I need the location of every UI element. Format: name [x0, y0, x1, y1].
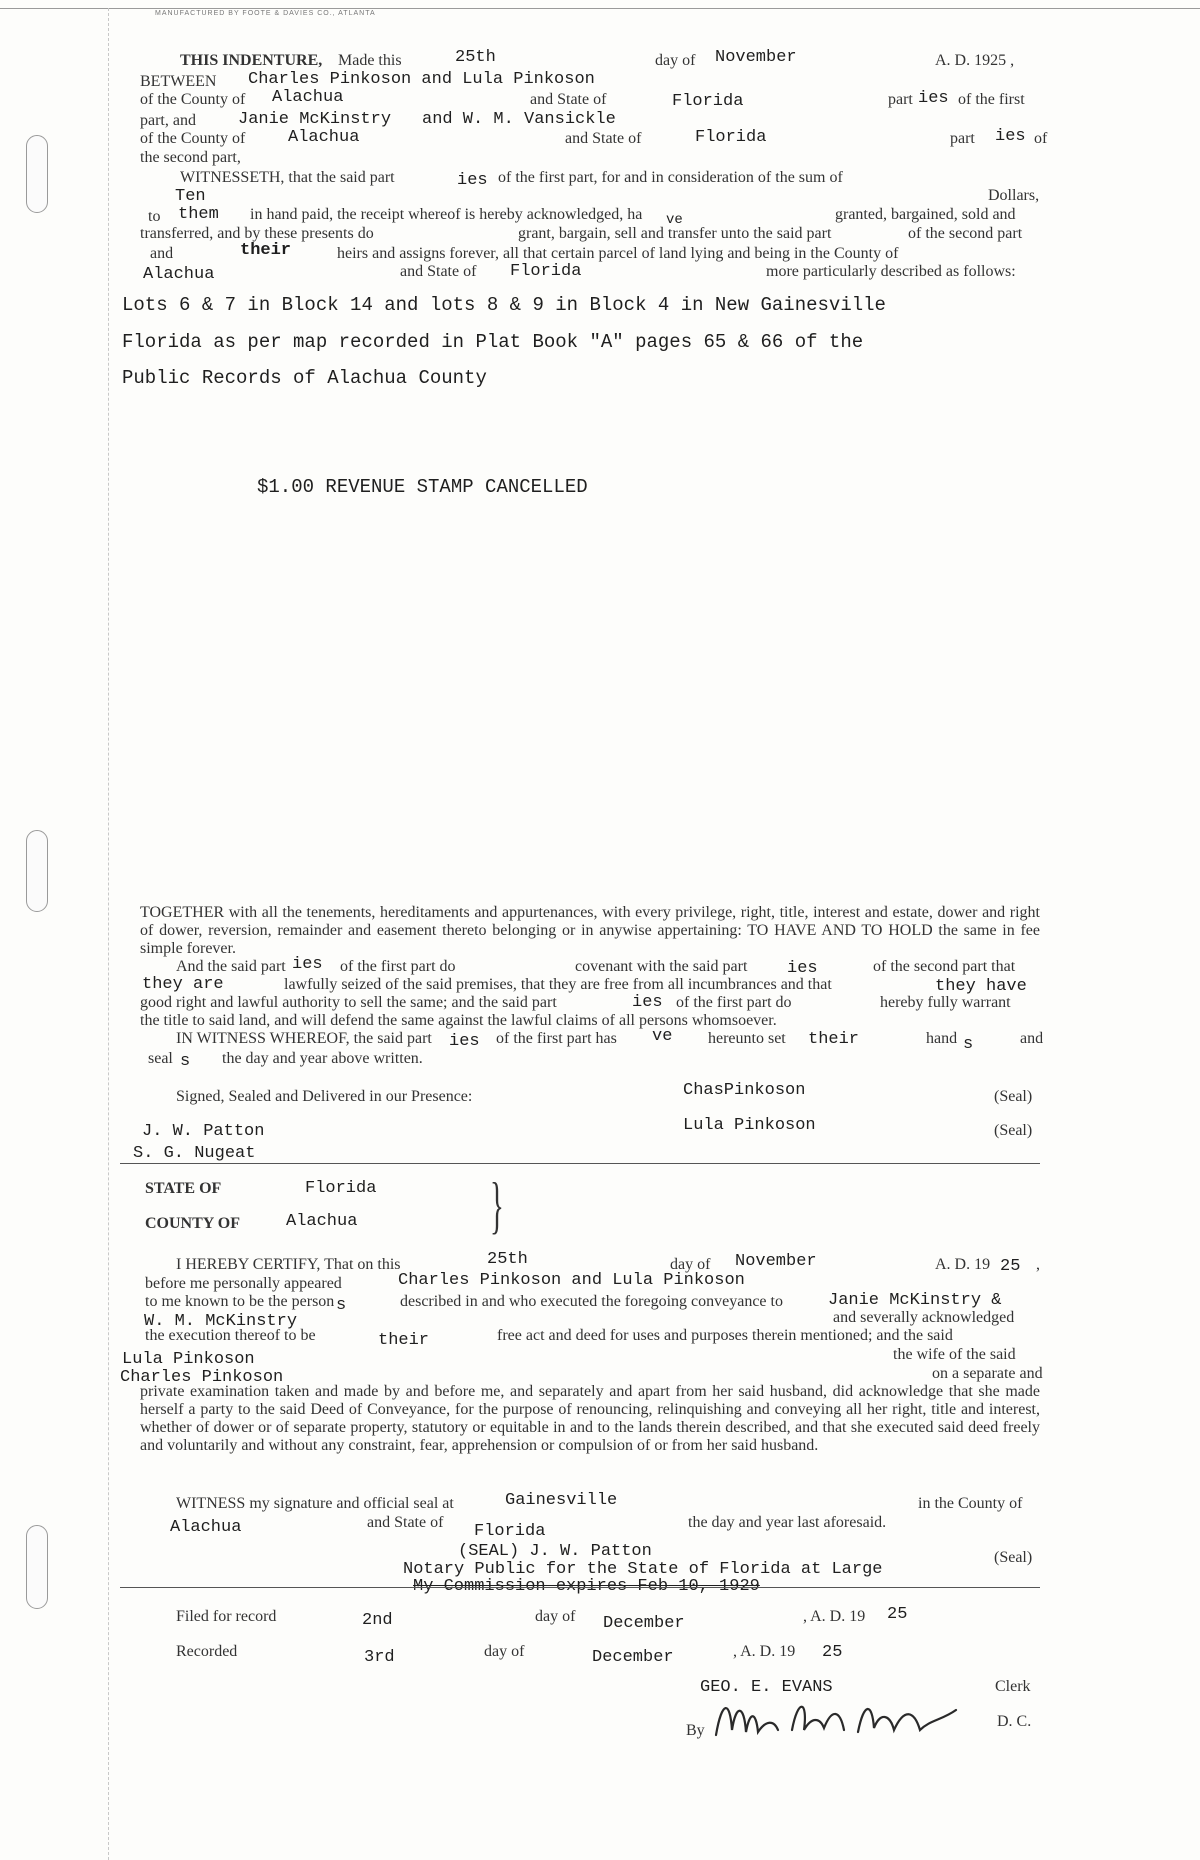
- seal-text: seal: [148, 1050, 173, 1067]
- commission-expiry: My Commission expires Feb 10, 1929: [413, 1577, 760, 1596]
- of-county-of-text-2: of the County of: [140, 130, 246, 147]
- has-ve: ve: [652, 1027, 673, 1046]
- grantor-signature-2: Lula Pinkoson: [683, 1116, 816, 1135]
- execution-text: the execution thereof to be: [145, 1327, 316, 1344]
- binder-hole-top: [26, 135, 48, 213]
- notary-divider: [120, 1587, 1040, 1588]
- day-year-text: the day and year above written.: [222, 1050, 423, 1067]
- witness-signature-text: WITNESS my signature and official seal at: [176, 1495, 454, 1512]
- recorded-month: December: [592, 1648, 674, 1667]
- land-state: Florida: [510, 262, 582, 281]
- grant-bargain-text: grant, bargain, sell and transfer unto the said part: [518, 225, 832, 242]
- separate-text: on a separate and: [932, 1365, 1043, 1382]
- hand-paid-text: in hand paid, the receipt whereof is hereby acknowledged, ha: [250, 206, 643, 223]
- ack-year: 25: [1000, 1257, 1021, 1276]
- seal-label-2: (Seal): [994, 1122, 1033, 1139]
- and-state-of-text-3: and State of: [400, 263, 477, 280]
- filed-ad: , A. D. 19: [803, 1608, 866, 1625]
- granted-text: granted, bargained, sold and: [835, 206, 1016, 223]
- parties-second-text: part: [950, 130, 975, 147]
- recorded-day: 3rd: [364, 1648, 395, 1667]
- of-second-part-text: of the second part: [908, 225, 1023, 242]
- filed-label: Filed for record: [176, 1608, 277, 1625]
- them-text: them: [178, 205, 219, 224]
- good-right-text: good right and lawful authority to sell the same; and the said part: [140, 994, 557, 1011]
- dollars-text: Dollars,: [988, 187, 1040, 204]
- ack-state-2: Florida: [474, 1522, 546, 1541]
- and-said-text: And the said part: [176, 958, 286, 975]
- part-and-text: part, and: [140, 112, 196, 129]
- first-has-text: of the first part has: [496, 1030, 617, 1047]
- between-text: BETWEEN: [140, 73, 217, 90]
- deed-day: 25th: [455, 48, 496, 67]
- state-of-label: STATE OF: [145, 1180, 222, 1197]
- filed-day-of-text: day of: [535, 1608, 576, 1625]
- county-of-label: COUNTY OF: [145, 1215, 240, 1232]
- of-first-do-text: of the first part do: [340, 958, 456, 975]
- legal-description-line-3: Public Records of Alachua County: [122, 367, 487, 389]
- examination-clause: private examination taken and made by and before me, and separately and apart from her said husband, did acknowledge that she made herself a party to the said Deed of Conveyance, for the purpose of renouncing, relinquishing and conveying all her right, title and interest, whether of dower or of separate property, statutory or equitable in and to the lands therein described, and that she executed said deed freely and voluntarily and without any constraint, fear, apprehension or compulsion of or from her said husband.: [140, 1383, 1040, 1454]
- notary-signature: (SEAL) J. W. Patton: [458, 1542, 652, 1561]
- husband-name: Charles Pinkoson: [120, 1368, 284, 1387]
- sum-amount: Ten: [175, 187, 206, 206]
- transferred-text: transferred, and by these presents do: [140, 225, 374, 242]
- binder-hole-bottom: [26, 1525, 48, 1609]
- filed-month: December: [603, 1614, 685, 1633]
- they-have-text: they have: [935, 977, 1027, 996]
- witnesseth-text: WITNESSETH, that the said part: [180, 169, 395, 186]
- grantor-state: Florida: [672, 92, 744, 111]
- title-line-text: the title to said land, and will defend the same against the lawful claims of all persons whomsoever.: [140, 1012, 777, 1029]
- ack-county-2: Alachua: [170, 1518, 242, 1537]
- hand-s: s: [963, 1035, 974, 1054]
- legal-description-line-1: Lots 6 & 7 in Block 14 and lots 8 & 9 in Block 4 in New Gainesville: [122, 294, 886, 316]
- ies-first: ies: [918, 89, 949, 108]
- grantor-signature-1: ChasPinkoson: [683, 1081, 806, 1100]
- ack-their: their: [378, 1331, 430, 1350]
- before-me-text: before me personally appeared: [145, 1275, 342, 1292]
- ies-3: ies: [632, 993, 663, 1012]
- wm-mckinstry: W. M. McKinstry: [144, 1312, 298, 1331]
- witness-1: J. W. Patton: [142, 1122, 265, 1141]
- ack-day-of-text: day of: [670, 1256, 711, 1273]
- ack-state: Florida: [305, 1179, 377, 1198]
- recorded-label: Recorded: [176, 1643, 238, 1660]
- wife-name: Lula Pinkoson: [122, 1350, 255, 1369]
- indenture-label: THIS INDENTURE,: [180, 52, 323, 69]
- signed-sealed-text: Signed, Sealed and Delivered in our Presence:: [176, 1088, 473, 1105]
- severally-text: and severally acknowledged: [833, 1309, 1015, 1326]
- described-text: more particularly described as follows:: [766, 263, 1016, 280]
- parties-first-text: part: [888, 91, 913, 108]
- filed-day: 2nd: [362, 1611, 393, 1630]
- deputy-clerk-signature: [708, 1690, 968, 1750]
- hand-text: hand: [926, 1030, 958, 1047]
- of-second-text: of: [1034, 130, 1048, 147]
- ies-2: ies: [787, 959, 818, 978]
- in-county-of-text: in the County of: [918, 1495, 1023, 1512]
- ack-county: Alachua: [286, 1212, 358, 1231]
- ack-ad: A. D. 19: [935, 1256, 991, 1273]
- second-that-text: of the second part that: [873, 958, 1016, 975]
- hereby-warrant-text: hereby fully warrant: [880, 994, 1011, 1011]
- ha-ve: ve: [666, 212, 683, 228]
- grantee-1: Janie McKinstry: [238, 110, 392, 129]
- binder-hole-middle: [26, 830, 48, 912]
- witnesseth-rest: of the first part, for and in consideration of the sum of: [498, 169, 843, 186]
- witness-2: S. G. Nugeat: [133, 1144, 256, 1163]
- conveyed-to: Janie McKinstry &: [828, 1291, 1002, 1310]
- and-text-2: and: [1020, 1030, 1044, 1047]
- day-of-text: day of: [655, 52, 696, 69]
- left-margin-rule: [108, 8, 109, 1860]
- recorded-ad: , A. D. 19: [733, 1643, 796, 1660]
- ies-1: ies: [292, 955, 323, 974]
- clerk-name: GEO. E. EVANS: [700, 1678, 833, 1697]
- revenue-stamp-note: $1.00 REVENUE STAMP CANCELLED: [257, 476, 588, 498]
- to-text: to: [148, 208, 161, 225]
- ack-city: Gainesville: [505, 1491, 618, 1510]
- printer-mark: MANUFACTURED BY FOOTE & DAVIES CO., ATLANTA: [155, 10, 376, 17]
- they-are-text: they are: [142, 975, 224, 994]
- ies-witnesseth: ies: [457, 171, 488, 190]
- notary-seal-label: (Seal): [994, 1549, 1033, 1566]
- known-text: to me known to be the person: [145, 1293, 335, 1310]
- free-act-text: free act and deed for uses and purposes therein mentioned; and the said: [497, 1327, 953, 1344]
- hereunto-text: hereunto set: [708, 1030, 786, 1047]
- signature-divider: [120, 1163, 1040, 1164]
- seal-s: s: [180, 1052, 191, 1071]
- ack-and-state-of-text: and State of: [367, 1514, 444, 1531]
- ack-month: November: [735, 1252, 817, 1271]
- in-witness-text: IN WITNESS WHEREOF, the said part: [176, 1030, 432, 1047]
- their-text: their: [240, 241, 292, 260]
- seal-label-1: (Seal): [994, 1088, 1033, 1105]
- certify-text: I HEREBY CERTIFY, That on this: [176, 1256, 401, 1273]
- and-state-of-text-2: and State of: [565, 130, 642, 147]
- and-state-of-text: and State of: [530, 91, 607, 108]
- grantee-2: and W. M. Vansickle: [422, 110, 616, 129]
- ack-comma: ,: [1036, 1256, 1040, 1273]
- second-part-text: the second part,: [140, 149, 241, 166]
- together-clause: TOGETHER with all the tenements, hereditaments and appurtenances, with every privilege, right, title, interest and estate, dower and right of dower, reversion, remainder and easement thereto belonging or in anywise appertaining: TO HAVE AND TO HOLD the same in fee simple forever.: [140, 904, 1040, 957]
- lawfully-text: lawfully seized of the said premises, that they are free from all incumbrances and that: [284, 976, 832, 993]
- ies-4: ies: [449, 1032, 480, 1051]
- dc-label: D. C.: [997, 1713, 1032, 1730]
- land-county: Alachua: [143, 265, 215, 284]
- their-text-2: their: [808, 1030, 860, 1049]
- deed-year: A. D. 1925 ,: [935, 52, 1015, 69]
- grantee-state: Florida: [695, 128, 767, 147]
- filed-year: 25: [887, 1605, 908, 1624]
- recorded-year: 25: [822, 1643, 843, 1662]
- made-this-text: Made this: [338, 52, 402, 69]
- legal-description-line-2: Florida as per map recorded in Plat Book "A" pages 65 & 66 of the: [122, 331, 864, 353]
- wife-of-text: the wife of the said: [893, 1346, 1016, 1363]
- grantee-county: Alachua: [288, 128, 360, 147]
- notary-title: Notary Public for the State of Florida at Large: [403, 1560, 883, 1579]
- ack-described-text: described in and who executed the foregoing conveyance to: [400, 1293, 783, 1310]
- ies-second: ies: [995, 127, 1026, 146]
- of-first-text: of the first: [958, 91, 1025, 108]
- deed-month: November: [715, 48, 797, 67]
- brace-icon: }: [490, 1169, 504, 1240]
- first-do-text: of the first part do: [676, 994, 792, 1011]
- ack-day: 25th: [487, 1250, 528, 1269]
- grantors-names: Charles Pinkoson and Lula Pinkoson: [248, 70, 595, 89]
- appearing-persons: Charles Pinkoson and Lula Pinkoson: [398, 1271, 745, 1290]
- of-county-of-text: of the County of: [140, 91, 246, 108]
- recorded-day-of-text: day of: [484, 1643, 525, 1660]
- covenant-text: covenant with the said part: [575, 958, 748, 975]
- person-s: s: [336, 1296, 347, 1315]
- top-rule: [0, 8, 1200, 9]
- by-label: By: [686, 1722, 705, 1739]
- clerk-label: Clerk: [995, 1678, 1031, 1695]
- grantor-county: Alachua: [272, 88, 344, 107]
- heirs-text: heirs and assigns forever, all that certain parcel of land lying and being in the County of: [337, 245, 899, 262]
- day-last-text: the day and year last aforesaid.: [688, 1514, 887, 1531]
- and-text: and: [150, 245, 174, 262]
